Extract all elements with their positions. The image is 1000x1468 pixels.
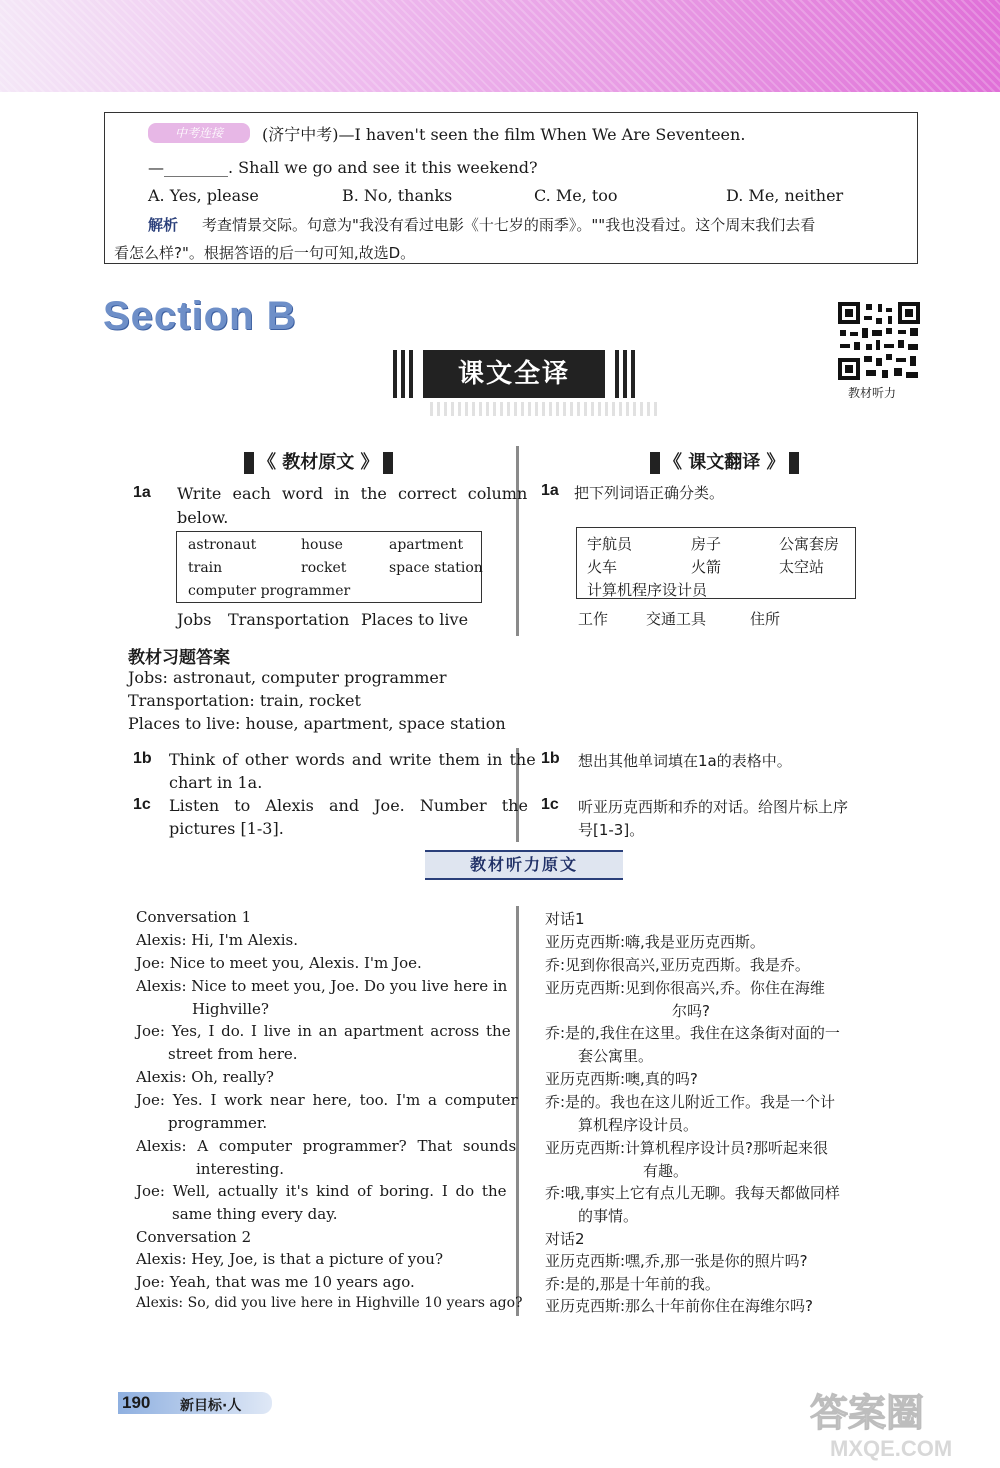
right-1a-text: 把下列词语正确分类。 — [574, 484, 725, 502]
watermark-url: MXQE.COM — [830, 1436, 953, 1461]
right-1c-line1: 听亚历克西斯和乔的对话。给图片标上序 — [578, 798, 849, 816]
conversation-line: programmer. — [168, 1114, 268, 1132]
word-item: train — [188, 560, 223, 576]
conversation-line-cn: 有趣。 — [643, 1162, 689, 1180]
analysis-line1: 考查情景交际。句意为"我没有看过电影《十七岁的雨季》。""我也没看过。这个周末我们去看 — [202, 216, 816, 234]
right-1b-text: 想出其他单词填在1a的表格中。 — [578, 752, 792, 770]
left-1b-line2: chart in 1a. — [169, 773, 263, 792]
exam-tag: 中考连接 — [148, 123, 250, 143]
word-item-cn: 计算机程序设计员 — [587, 581, 708, 599]
conversation-line-cn: 算机程序设计员。 — [578, 1116, 699, 1134]
conversation-line-cn: 乔:是的。我也在这儿附近工作。我是一个计 — [545, 1093, 836, 1111]
conversation-line: same thing every day. — [172, 1205, 338, 1223]
conversation-line: interesting. — [196, 1160, 284, 1178]
conversation-line: Alexis: A computer programmer? That sounds — [136, 1137, 517, 1155]
conversation-line-cn: 尔吗? — [672, 1002, 710, 1020]
conversation-line-cn: 对话1 — [545, 910, 585, 928]
word-item-cn: 房子 — [691, 535, 722, 553]
word-item-cn: 火车 — [587, 558, 618, 576]
word-item: house — [301, 537, 343, 553]
left-1a-line1: Write each word in the correct column — [177, 484, 528, 503]
conversation-line-cn: 亚历克西斯:噢,真的吗? — [545, 1070, 698, 1088]
column-label-cn: 交通工具 — [646, 610, 707, 628]
word-item-cn: 宇航员 — [587, 535, 633, 553]
left-column-head: 《 教材原文 》 — [240, 448, 397, 474]
conversation-line: Alexis: Hey, Joe, is that a picture of you? — [136, 1250, 443, 1268]
conversation-line-cn: 乔:见到你很高兴,亚历克西斯。我是乔。 — [545, 956, 810, 974]
exam-option-b: B. No, thanks — [342, 186, 453, 205]
right-1c-number: 1c — [541, 796, 559, 813]
exam-option-a: A. Yes, please — [148, 186, 259, 205]
listening-script-tag: 教材听力原文 — [425, 850, 623, 880]
conversation-line-cn: 亚历克西斯:嗨,我是亚历克西斯。 — [545, 933, 765, 951]
translation-banner-label: 课文全译 — [423, 350, 605, 398]
answer-line: Jobs: astronaut, computer programmer — [128, 668, 447, 687]
analysis-line2: 看怎么样?"。根据答语的后一句可知,故选D。 — [114, 244, 416, 262]
right-1a-number: 1a — [541, 482, 559, 499]
conversation-line: Joe: Nice to meet you, Alexis. I'm Joe. — [136, 954, 422, 972]
translation-banner — [393, 350, 635, 398]
conversation-line-cn: 乔:是的,那是十年前的我。 — [545, 1275, 720, 1293]
column-label-jobs: Jobs — [177, 610, 212, 629]
conversation-line-cn: 的事情。 — [578, 1207, 639, 1225]
conversation-line-cn: 乔:哦,事实上它有点儿无聊。我每天都做同样 — [545, 1184, 840, 1202]
exam-option-d: D. Me, neither — [726, 186, 844, 205]
column-label-cn: 住所 — [750, 610, 781, 628]
conversation-line-cn: 亚历克西斯:嘿,乔,那一张是你的照片吗? — [545, 1252, 808, 1270]
conversation-line: Joe: Well, actually it's kind of boring. I do the — [136, 1182, 507, 1200]
exam-question-line2: —________. Shall we go and see it this weekend? — [148, 158, 538, 177]
conversation-line: Conversation 2 — [136, 1228, 252, 1246]
word-item-cn: 太空站 — [779, 558, 825, 576]
left-1a-number: 1a — [133, 484, 151, 501]
conversation-line-cn: 对话2 — [545, 1230, 585, 1248]
word-item: space station — [389, 560, 483, 576]
conversation-line: Highville? — [192, 1000, 269, 1018]
conversation-line-cn: 乔:是的,我住在这里。我住在这条街对面的一 — [545, 1024, 840, 1042]
conversation-line-cn: 亚历克西斯:计算机程序设计员?那听起来很 — [545, 1139, 829, 1157]
column-label-transportation: Transportation — [228, 610, 350, 629]
analysis-label: 解析 — [148, 216, 179, 234]
word-item: computer programmer — [188, 583, 351, 599]
right-column-head-label: 课文翻译 — [688, 452, 761, 473]
right-1b-number: 1b — [541, 750, 560, 767]
qr-code-icon[interactable] — [836, 300, 922, 382]
book-label: 新目标·人 — [180, 1398, 242, 1414]
column-label-cn: 工作 — [578, 610, 609, 628]
word-item: apartment — [389, 537, 464, 553]
column-divider-3 — [516, 906, 519, 1316]
conversation-line-cn: 亚历克西斯:那么十年前你住在海维尔吗? — [545, 1297, 814, 1315]
conversation-line: Conversation 1 — [136, 908, 252, 926]
left-column-head-label: 教材原文 — [282, 452, 355, 473]
word-item-cn: 公寓套房 — [779, 535, 840, 553]
conversation-line: Joe: Yes, I do. I live in an apartment across the — [136, 1022, 511, 1040]
watermark-text: 答案圈 — [810, 1391, 925, 1435]
answer-line: Places to live: house, apartment, space station — [128, 714, 506, 733]
qr-caption: 教材听力 — [848, 386, 897, 400]
section-title: Section B — [103, 294, 297, 338]
left-1c-line2: pictures [1-3]. — [169, 819, 284, 838]
conversation-line-cn: 亚历克西斯:见到你很高兴,乔。你住在海维 — [545, 979, 825, 997]
column-label-places: Places to live — [361, 610, 469, 629]
right-column-head: 《 课文翻译 》 — [646, 448, 803, 474]
watermark-logo-icon — [800, 1386, 980, 1462]
banner-texture — [0, 0, 1000, 92]
conversation-line: Alexis: Hi, I'm Alexis. — [136, 931, 298, 949]
conversation-line: Alexis: Oh, really? — [136, 1068, 274, 1086]
answer-line: Transportation: train, rocket — [128, 691, 361, 710]
word-item: rocket — [301, 560, 347, 576]
conversation-line: Alexis: Nice to meet you, Joe. Do you live here in — [136, 977, 508, 995]
banner-shadow — [430, 402, 660, 416]
exam-option-c: C. Me, too — [534, 186, 618, 205]
word-item-cn: 火箭 — [691, 558, 722, 576]
left-1a-line2: below. — [177, 508, 229, 527]
exam-question-line1: (济宁中考)—I haven't seen the film When We Are Seventeen. — [262, 125, 746, 144]
left-1c-number: 1c — [133, 796, 151, 813]
left-1b-line1: Think of other words and write them in the — [169, 750, 536, 769]
conversation-line: Joe: Yes. I work near here, too. I'm a computer — [136, 1091, 518, 1109]
page-number: 190 — [122, 1393, 151, 1412]
conversation-line-cn: 套公寓里。 — [578, 1047, 654, 1065]
conversation-line: Alexis: So, did you live here in Highville 10 years ago? — [136, 1295, 523, 1311]
conversation-line: street from here. — [168, 1045, 298, 1063]
left-1c-line1: Listen to Alexis and Joe. Number the — [169, 796, 528, 815]
word-item: astronaut — [188, 537, 257, 553]
left-1b-number: 1b — [133, 750, 152, 767]
column-divider-1 — [516, 446, 519, 636]
right-1c-line2: 号[1-3]。 — [578, 821, 645, 839]
answers-heading: 教材习题答案 — [128, 648, 230, 668]
conversation-line: Joe: Yeah, that was me 10 years ago. — [136, 1273, 415, 1291]
